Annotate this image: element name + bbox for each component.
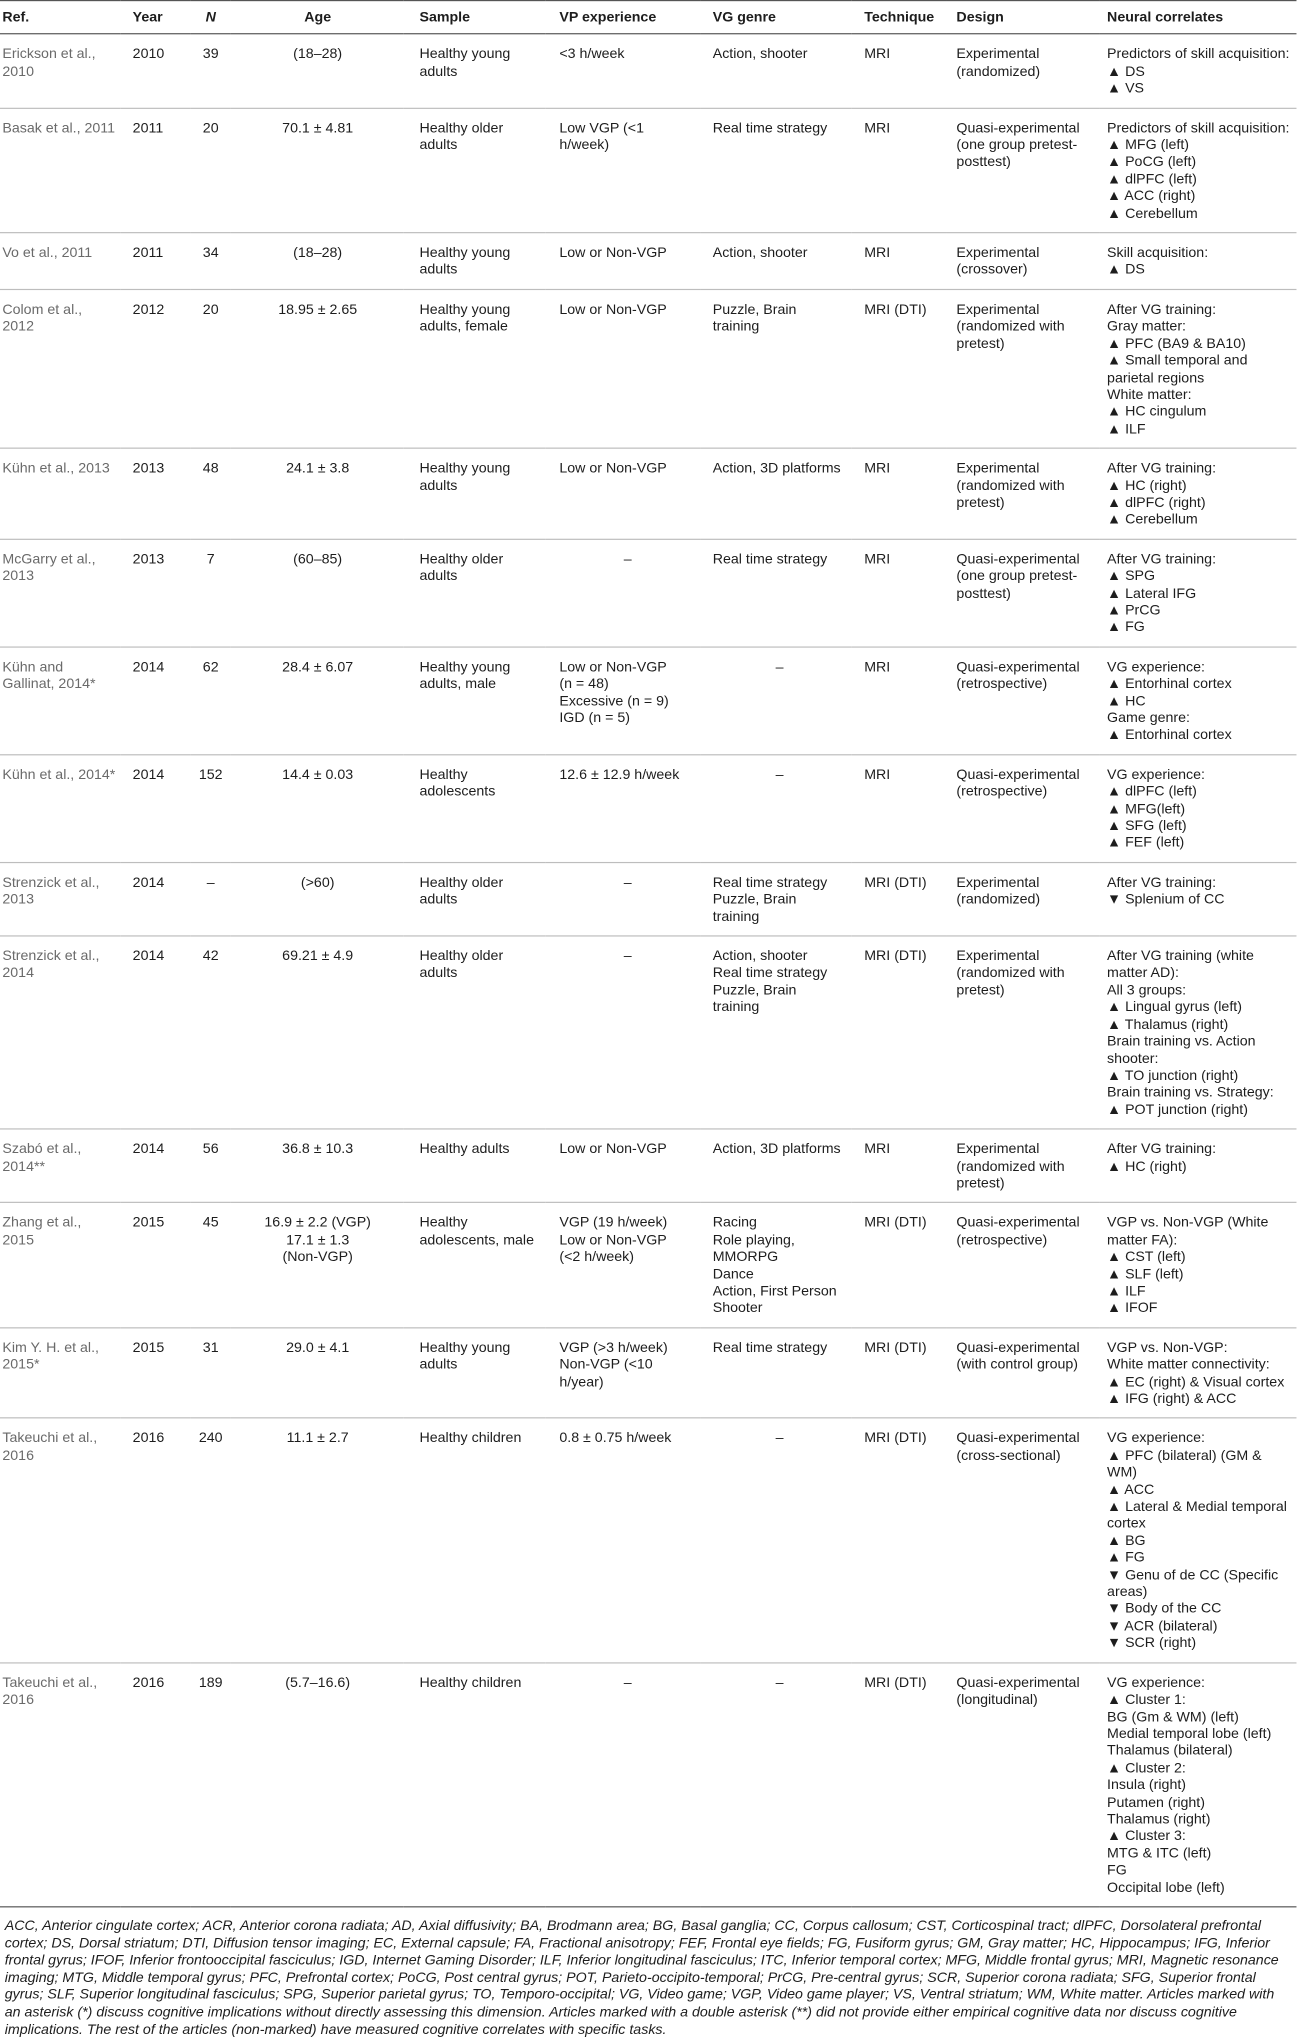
cell-neural-correlates-line: ▲ HC cingulum [1107, 402, 1207, 420]
cell-year: 2013 [121, 448, 190, 539]
cell-vg-genre: – [701, 647, 851, 755]
cell-neural-correlates [1100, 936, 1297, 1129]
cell-vp-experience: Low or Non-VGP [546, 1129, 701, 1203]
cell-vp-experience: Low or Non-VGP [546, 289, 701, 448]
header-sample: Sample [404, 1, 546, 35]
header-vp-experience: VP experience [546, 1, 701, 35]
cell-age: (18–28) [231, 233, 404, 290]
table-row [0, 936, 1296, 1129]
cell-neural-correlates-line: ▲ SLF (left) [1107, 1265, 1184, 1282]
cell-vg-genre: Real time strategy [701, 108, 851, 233]
cell-ref: Strenzick et al., 2013 [0, 862, 121, 936]
cell-neural-correlates-line: ▲ Cerebellum [1107, 204, 1198, 222]
cell-n: 39 [190, 34, 231, 108]
cell-ref: Basak et al., 2011 [0, 108, 121, 233]
cell-neural-correlates-line: ▲ Lingual gyrus (left) [1107, 998, 1242, 1016]
cell-neural-correlates [1100, 1328, 1297, 1419]
cell-vg-genre: Action, 3D platforms [701, 1129, 851, 1203]
cell-neural-correlates-line: Predictors of skill acquisition: [1107, 119, 1290, 136]
cell-neural-correlates-line: ▼ Splenium of CC [1107, 890, 1225, 908]
cell-technique: MRI (DTI) [851, 1328, 946, 1419]
cell-year: 2014 [121, 1129, 190, 1203]
cell-vg-genre [701, 1203, 851, 1328]
table-footnote: ACC, Anterior cingulate cortex; ACR, Anterior corona radiata; AD, Axial diffusivity; BA, Brodmann area; BG, Basal ganglia; CC, Corpus callosum; CST, Corticospinal tract; dlPFC, Dorsolateral prefrontal cortex; DS, Dorsal striatum; DTI, Diffusion tensor imaging; EC, External capsule; FA, Fractional anisotropy; FEF, Frontal eye fields; FG, Fusiform gyrus; GM, Gray matter; HC, Hippocampus; IFG, Inferior frontal gyrus; IFOF, Inferior frontooccipital fasciculus; IGD, Internet Gaming Disorder; ILF, Inferior longitudinal fasciculus; ITC, Inferior temporal cortex; MFG, Middle frontal gyrus; MRI, Magnetic resonance imaging; MTG, Middle temporal gyrus; PFC, Prefrontal cortex; PoCG, Post central gyrus; POT, Parieto-occipito-temporal; PrCG, Pre-central gyrus; SCR, Superior corona radiata; SFG, Superior frontal gyrus; SLF, Superior longitudinal fasciculus; SPG, Superior parietal gyrus; TO, Temporo-occipital; VG, Video game; VGP, Video game player; VS, Ventral striatum; WM, White matter. Articles marked with an asterisk (*) discuss cognitive implications without directly assessing this dimension. Articles marked with a double asterisk (**) did not provide either empirical cognitive data nor discuss cognitive implications. The rest of the articles (non-marked) have measured cognitive correlates with specific tasks. [4, 1916, 1279, 2038]
cell-ref: Erickson et al., 2010 [0, 34, 121, 108]
cell-design: Experimental (randomized with pretest) [946, 936, 1100, 1129]
cell-vg-genre-line: Puzzle, Brain training [712, 890, 797, 925]
cell-neural-correlates [1100, 1129, 1297, 1203]
cell-neural-correlates-line: ▲ ILF [1107, 419, 1146, 437]
header-vg-genre: VG genre [701, 1, 851, 35]
cell-neural-correlates-line: ▲ dlPFC (right) [1107, 493, 1206, 511]
cell-technique: MRI (DTI) [851, 936, 946, 1129]
cell-n: 56 [190, 1129, 231, 1203]
cell-design: Experimental (randomized) [946, 34, 1100, 108]
cell-sample: Healthy older adults [404, 539, 546, 647]
cell-vg-genre: – [701, 1663, 851, 1907]
cell-neural-correlates-line: After VG training: [1107, 873, 1217, 891]
cell-sample: Healthy children [404, 1418, 546, 1662]
cell-neural-correlates-line: ▲ TO junction (right) [1107, 1066, 1239, 1084]
cell-sample: Healthy young adults, female [404, 289, 546, 448]
cell-year: 2016 [121, 1418, 190, 1662]
cell-neural-correlates [1100, 862, 1297, 936]
cell-neural-correlates-line: After VG training: [1107, 459, 1217, 477]
cell-technique: MRI (DTI) [851, 862, 946, 936]
cell-year: 2014 [121, 936, 190, 1129]
cell-neural-correlates [1100, 448, 1297, 539]
cell-neural-correlates-line: ▲ Cerebellum [1107, 510, 1198, 528]
cell-neural-correlates-line: VGP vs. Non-VGP (White matter FA): [1107, 1214, 1269, 1248]
cell-age: 14.4 ± 0.03 [231, 755, 404, 863]
cell-neural-correlates-line: ▼ SCR (right) [1107, 1634, 1197, 1651]
cell-year: 2015 [121, 1203, 190, 1328]
cell-design: Quasi-experimental (cross-sectional) [946, 1418, 1100, 1662]
cell-neural-correlates-line: Insula (right) [1107, 1776, 1187, 1793]
cell-age: (60–85) [231, 539, 404, 647]
cell-ref: Kim Y. H. et al., 2015* [0, 1328, 121, 1419]
cell-neural-correlates [1100, 1418, 1297, 1662]
cell-neural-correlates-line: ▲ HC (right) [1107, 476, 1187, 494]
cell-age: 36.8 ± 10.3 [231, 1129, 404, 1203]
table-row [0, 539, 1296, 647]
cell-n: 189 [190, 1663, 231, 1907]
cell-neural-correlates [1100, 108, 1297, 233]
cell-sample: Healthy young adults [404, 34, 546, 108]
cell-neural-correlates-line: ▲ VS [1107, 79, 1145, 97]
cell-neural-correlates-line: VG experience: [1107, 1673, 1205, 1691]
table-row [0, 1129, 1296, 1203]
cell-vg-genre-line: Dance [712, 1265, 754, 1282]
cell-neural-correlates-line: ▼ ACR (bilateral) [1107, 1617, 1218, 1634]
cell-age: 18.95 ± 2.65 [231, 289, 404, 448]
cell-neural-correlates-line: ▲ Small temporal and parietal regions [1107, 351, 1248, 386]
cell-age: (18–28) [231, 34, 404, 108]
cell-neural-correlates-line: Brain training vs. Strategy: [1107, 1083, 1274, 1101]
cell-age: 69.21 ± 4.9 [231, 936, 404, 1129]
cell-technique: MRI [851, 448, 946, 539]
cell-design: Experimental (randomized with pretest) [946, 1129, 1100, 1203]
cell-vg-genre: Puzzle, Brain training [701, 289, 851, 448]
cell-neural-correlates-line: ▲ BG [1107, 1531, 1146, 1549]
cell-year: 2014 [121, 862, 190, 936]
cell-n: 62 [190, 647, 231, 755]
cell-n: 42 [190, 936, 231, 1129]
cell-neural-correlates-line: White matter connectivity: [1107, 1355, 1270, 1373]
cell-neural-correlates-line: ▲ IFOF [1107, 1299, 1158, 1316]
cell-vp-experience [546, 1328, 701, 1419]
cell-neural-correlates [1100, 755, 1297, 863]
cell-neural-correlates-line: After VG training: [1107, 1140, 1217, 1157]
cell-vp-experience: Low VGP (<1 h/week) [546, 108, 701, 233]
header-technique: Technique [851, 1, 946, 35]
cell-ref: Takeuchi et al., 2016 [0, 1663, 121, 1907]
cell-year: 2016 [121, 1663, 190, 1907]
cell-age: 11.1 ± 2.7 [231, 1418, 404, 1662]
cell-vg-genre: Real time strategy [701, 539, 851, 647]
cell-age: (>60) [231, 862, 404, 936]
cell-design: Experimental (randomized with pretest) [946, 289, 1100, 448]
cell-neural-correlates-line: Thalamus (right) [1107, 1810, 1211, 1827]
cell-sample: Healthy older adults [404, 108, 546, 233]
cell-vp-experience-line: (n = 48) [559, 675, 609, 692]
header-ref: Ref. [0, 1, 121, 35]
header-neural-correlates: Neural correlates [1100, 1, 1297, 35]
cell-neural-correlates-line: ▲ EC (right) & Visual cortex [1107, 1372, 1285, 1390]
cell-vp-experience-line: Low or Non-VGP [559, 1231, 667, 1248]
cell-neural-correlates-line: ▲ DS [1107, 62, 1145, 80]
cell-neural-correlates [1100, 539, 1297, 647]
cell-neural-correlates-line: After VG training (white matter AD): [1107, 947, 1254, 981]
cell-vp-experience: Low or Non-VGP [546, 448, 701, 539]
cell-neural-correlates-line: ▲ SPG [1107, 567, 1156, 584]
cell-technique: MRI [851, 647, 946, 755]
cell-n: 20 [190, 108, 231, 233]
cell-neural-correlates-line: ▲ PFC (bilateral) (GM & WM) [1107, 1446, 1262, 1481]
cell-technique: MRI (DTI) [851, 1203, 946, 1328]
cell-age-line: 16.9 ± 2.2 (VGP) [264, 1214, 371, 1231]
cell-neural-correlates [1100, 289, 1297, 448]
cell-vp-experience-line: VGP (>3 h/week) [559, 1338, 668, 1356]
cell-vg-genre: Real time strategy [701, 1328, 851, 1419]
cell-ref: Kühn et al., 2013 [0, 448, 121, 539]
header-year: Year [121, 1, 190, 35]
cell-technique: MRI [851, 108, 946, 233]
cell-ref: McGarry et al., 2013 [0, 539, 121, 647]
cell-vp-experience-line: Excessive (n = 9) [559, 692, 669, 709]
cell-sample: Healthy adults [404, 1129, 546, 1203]
cell-neural-correlates-line: ▲ CST (left) [1107, 1248, 1186, 1265]
cell-sample: Healthy adolescents, male [404, 1203, 546, 1328]
cell-neural-correlates-line: Brain training vs. Action shooter: [1107, 1032, 1256, 1067]
cell-sample: Healthy adolescents [404, 755, 546, 863]
cell-age: 24.1 ± 3.8 [231, 448, 404, 539]
cell-vp-experience: – [546, 862, 701, 936]
cell-design: Quasi-experimental (one group pretest-posttest) [946, 108, 1100, 233]
cell-neural-correlates-line: Predictors of skill acquisition: [1107, 45, 1290, 63]
table-row [0, 1203, 1296, 1328]
cell-sample: Healthy older adults [404, 936, 546, 1129]
cell-neural-correlates-line: ▲ Lateral IFG [1107, 584, 1197, 601]
cell-neural-correlates-line: ▲ FG [1107, 618, 1145, 636]
table-header-row [0, 1, 1296, 35]
cell-neural-correlates-line: ▲ Entorhinal cortex [1107, 675, 1232, 692]
cell-neural-correlates-line: ▲ PrCG [1107, 601, 1161, 619]
cell-design: Quasi-experimental (longitudinal) [946, 1663, 1100, 1907]
cell-neural-correlates-line: All 3 groups: [1107, 981, 1187, 998]
cell-year: 2012 [121, 289, 190, 448]
table-row [0, 647, 1296, 755]
cell-sample: Healthy young adults [404, 448, 546, 539]
cell-neural-correlates-line: ▲ MFG(left) [1107, 799, 1186, 817]
cell-vg-genre-line: Action, First Person Shooter [712, 1282, 837, 1316]
cell-vp-experience: 0.8 ± 0.75 h/week [546, 1418, 701, 1662]
cell-neural-correlates-line: ▲ PoCG (left) [1107, 153, 1197, 170]
table-row [0, 755, 1296, 863]
cell-ref: Colom et al., 2012 [0, 289, 121, 448]
cell-neural-correlates-line: BG (Gm & WM) (left) [1107, 1707, 1239, 1725]
cell-neural-correlates-line: ▲ ACC (right) [1107, 187, 1196, 204]
cell-neural-correlates-line: VG experience: [1107, 1429, 1205, 1447]
cell-neural-correlates-line: ▲ dlPFC (left) [1107, 170, 1197, 187]
cell-vg-genre [701, 936, 851, 1129]
cell-vg-genre: Action, shooter [701, 34, 851, 108]
cell-vp-experience-line: (<2 h/week) [559, 1248, 634, 1265]
cell-design: Quasi-experimental (retrospective) [946, 755, 1100, 863]
cell-neural-correlates-line: ▼ Body of the CC [1107, 1600, 1222, 1617]
cell-vg-genre: Action, shooter [701, 233, 851, 290]
cell-vg-genre-line: Role playing, MMORPG [712, 1231, 795, 1265]
table-row [0, 289, 1296, 448]
cell-neural-correlates-line: ▲ HC (right) [1107, 1157, 1187, 1174]
cell-age: 70.1 ± 4.81 [231, 108, 404, 233]
cell-neural-correlates-line: ▲ POT junction (right) [1107, 1100, 1248, 1118]
cell-n: 31 [190, 1328, 231, 1419]
table-row [0, 1663, 1296, 1907]
cell-age [231, 1203, 404, 1328]
table-row [0, 448, 1296, 539]
cell-neural-correlates [1100, 233, 1297, 290]
cell-vp-experience-line: VGP (19 h/week) [559, 1214, 668, 1231]
cell-neural-correlates-line: Putamen (right) [1107, 1793, 1205, 1810]
cell-n: 7 [190, 539, 231, 647]
cell-technique: MRI [851, 233, 946, 290]
cell-ref: Takeuchi et al., 2016 [0, 1418, 121, 1662]
cell-neural-correlates-line: ▲ Cluster 1: [1107, 1690, 1186, 1708]
cell-neural-correlates [1100, 1663, 1297, 1907]
cell-ref: Strenzick et al., 2014 [0, 936, 121, 1129]
table-row [0, 1418, 1296, 1662]
cell-design: Quasi-experimental (with control group) [946, 1328, 1100, 1419]
cell-age: 29.0 ± 4.1 [231, 1328, 404, 1419]
table-row [0, 1328, 1296, 1419]
cell-technique: MRI (DTI) [851, 289, 946, 448]
table-body [0, 34, 1296, 1907]
cell-sample: Healthy children [404, 1663, 546, 1907]
cell-age: (5.7–16.6) [231, 1663, 404, 1907]
cell-neural-correlates-line: Occipital lobe (left) [1107, 1878, 1225, 1896]
cell-neural-correlates-line: FG [1107, 1861, 1127, 1879]
cell-neural-correlates-line: ▲ Entorhinal cortex [1107, 726, 1232, 743]
cell-technique: MRI [851, 34, 946, 108]
cell-sample: Healthy young adults [404, 233, 546, 290]
cell-neural-correlates [1100, 647, 1297, 755]
cell-neural-correlates-line: Medial temporal lobe (left) [1107, 1724, 1272, 1742]
cell-neural-correlates-line: ▲ ILF [1107, 1282, 1146, 1299]
cell-vp-experience [546, 647, 701, 755]
cell-design: Experimental (randomized) [946, 862, 1100, 936]
cell-n: 240 [190, 1418, 231, 1662]
cell-vp-experience-line: Low or Non-VGP [559, 658, 667, 675]
cell-year: 2014 [121, 647, 190, 755]
cell-neural-correlates-line: ▲ MFG (left) [1107, 136, 1190, 153]
cell-neural-correlates-line: White matter: [1107, 385, 1192, 403]
cell-vg-genre-line: Racing [712, 1214, 757, 1231]
cell-year: 2014 [121, 755, 190, 863]
cell-technique: MRI [851, 755, 946, 863]
cell-age: 28.4 ± 6.07 [231, 647, 404, 755]
cell-design: Experimental (crossover) [946, 233, 1100, 290]
cell-age-line: (Non-VGP) [282, 1248, 353, 1265]
table-row [0, 233, 1296, 290]
cell-sample: Healthy young adults, male [404, 647, 546, 755]
cell-vp-experience-line: Non-VGP (<10 h/year) [559, 1355, 653, 1390]
table-row [0, 34, 1296, 108]
cell-vg-genre: Action, 3D platforms [701, 448, 851, 539]
cell-vp-experience: <3 h/week [546, 34, 701, 108]
cell-vg-genre-line: Real time strategy [712, 964, 828, 981]
cell-neural-correlates-line: ▲ dlPFC (left) [1107, 782, 1197, 800]
cell-sample: Healthy older adults [404, 862, 546, 936]
cell-ref: Kühn et al., 2014* [0, 755, 121, 863]
cell-n: 152 [190, 755, 231, 863]
header-n: N [190, 1, 231, 35]
cell-neural-correlates-line: ▲ FEF (left) [1107, 834, 1185, 851]
cell-design: Quasi-experimental (retrospective) [946, 647, 1100, 755]
cell-technique: MRI [851, 539, 946, 647]
cell-neural-correlates-line: ▲ Thalamus (right) [1107, 1015, 1229, 1033]
cell-neural-correlates-line: ▲ ACC [1107, 1480, 1155, 1498]
cell-vg-genre-line: Puzzle, Brain training [712, 981, 797, 1016]
cell-n: 48 [190, 448, 231, 539]
cell-neural-correlates-line: VGP vs. Non-VGP: [1107, 1338, 1228, 1356]
cell-neural-correlates-line: ▲ HC [1107, 692, 1146, 709]
cell-neural-correlates-line: ▲ SFG (left) [1107, 816, 1187, 834]
cell-year: 2011 [121, 233, 190, 290]
cell-n: 45 [190, 1203, 231, 1328]
cell-neural-correlates-line: Skill acquisition: [1107, 243, 1209, 261]
cell-age-line: 17.1 ± 1.3 [286, 1231, 350, 1248]
cell-neural-correlates-line: ▲ IFG (right) & ACC [1107, 1390, 1237, 1407]
cell-sample: Healthy young adults [404, 1328, 546, 1419]
cell-neural-correlates-line: ▼ Genu of de CC (Specific areas) [1107, 1566, 1279, 1600]
cell-ref: Szabó et al., 2014** [0, 1129, 121, 1203]
cell-year: 2010 [121, 34, 190, 108]
cell-vp-experience-line: IGD (n = 5) [559, 709, 631, 726]
cell-vg-genre [701, 862, 851, 936]
cell-year: 2011 [121, 108, 190, 233]
cell-neural-correlates-line: Gray matter: [1107, 317, 1187, 335]
cell-n: – [190, 862, 231, 936]
cell-neural-correlates-line: After VG training: [1107, 300, 1217, 318]
header-design: Design [946, 1, 1100, 35]
header-age: Age [231, 1, 404, 35]
cell-neural-correlates-line: ▲ PFC (BA9 & BA10) [1107, 334, 1246, 352]
table-row [0, 862, 1296, 936]
cell-neural-correlates-line: ▲ Lateral & Medial temporal cortex [1107, 1497, 1287, 1532]
cell-neural-correlates-line: ▲ FG [1107, 1548, 1145, 1566]
cell-technique: MRI [851, 1129, 946, 1203]
cell-vg-genre-line: Action, shooter [712, 947, 808, 964]
cell-design: Experimental (randomized with pretest) [946, 448, 1100, 539]
cell-vp-experience: – [546, 936, 701, 1129]
cell-neural-correlates-line: MTG & ITC (left) [1107, 1844, 1212, 1861]
cell-neural-correlates-line: ▲ Cluster 2: [1107, 1759, 1186, 1776]
cell-neural-correlates-line: After VG training: [1107, 550, 1217, 567]
cell-design: Quasi-experimental (retrospective) [946, 1203, 1100, 1328]
cell-technique: MRI (DTI) [851, 1663, 946, 1907]
cell-vp-experience: – [546, 539, 701, 647]
cell-ref: Kühn and Gallinat, 2014* [0, 647, 121, 755]
cell-vg-genre: – [701, 755, 851, 863]
cell-n: 34 [190, 233, 231, 290]
cell-neural-correlates-line: Thalamus (bilateral) [1107, 1742, 1233, 1759]
cell-vg-genre: – [701, 1418, 851, 1662]
cell-vp-experience: 12.6 ± 12.9 h/week [546, 755, 701, 863]
cell-neural-correlates-line: VG experience: [1107, 658, 1205, 675]
cell-ref: Zhang et al., 2015 [0, 1203, 121, 1328]
cell-neural-correlates [1100, 34, 1297, 108]
cell-neural-correlates-line: ▲ Cluster 3: [1107, 1827, 1186, 1844]
cell-vp-experience: Low or Non-VGP [546, 233, 701, 290]
cell-year: 2013 [121, 539, 190, 647]
cell-design: Quasi-experimental (one group pretest-posttest) [946, 539, 1100, 647]
cell-year: 2015 [121, 1328, 190, 1419]
cell-ref: Vo et al., 2011 [0, 233, 121, 290]
table-row [0, 108, 1296, 233]
cell-technique: MRI (DTI) [851, 1418, 946, 1662]
cell-neural-correlates-line: VG experience: [1107, 765, 1205, 783]
cell-vp-experience [546, 1203, 701, 1328]
cell-vg-genre-line: Real time strategy [712, 873, 828, 891]
cell-neural-correlates [1100, 1203, 1297, 1328]
cell-n: 20 [190, 289, 231, 448]
cell-neural-correlates-line: Game genre: [1107, 709, 1190, 726]
cell-neural-correlates-line: ▲ DS [1107, 261, 1145, 278]
cell-vp-experience: – [546, 1663, 701, 1907]
